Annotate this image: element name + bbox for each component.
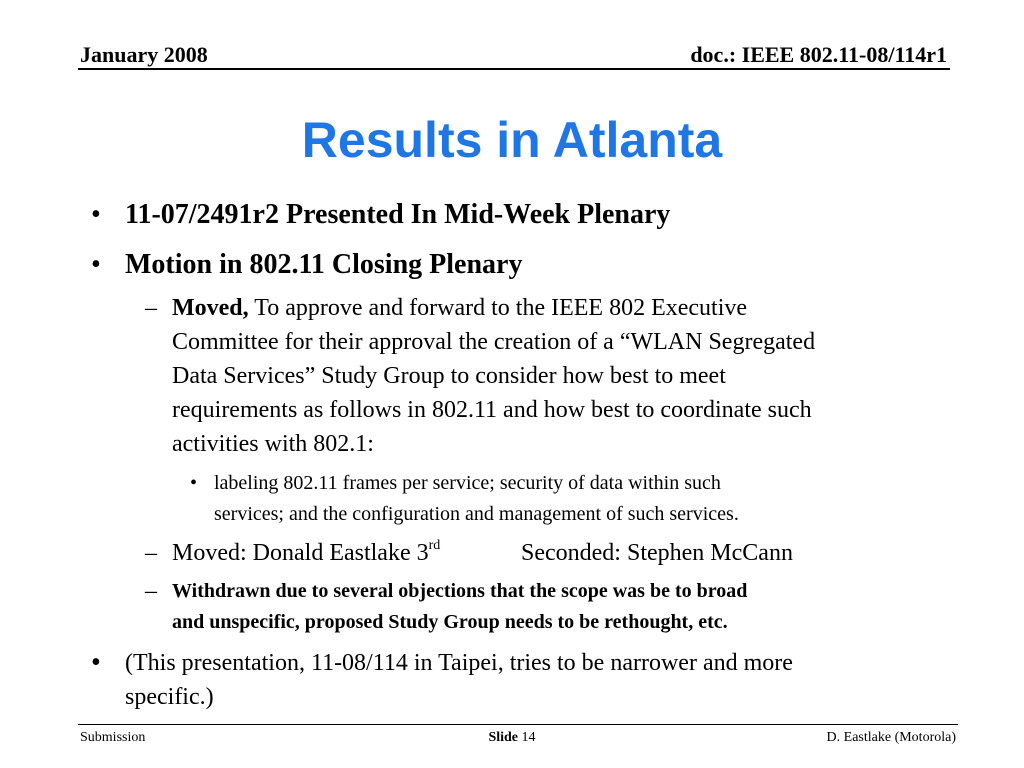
moved-by-text: [172, 536, 440, 570]
slide-number: 14: [521, 730, 536, 745]
sub-bullet-line-1: labeling 802.11 frames per service; security of data within such: [214, 472, 721, 494]
bullet-line-1: (This presentation, 11-08/114 in Taipei, tries to be narrower and more: [125, 650, 793, 676]
mover-suffix: rd: [428, 538, 441, 553]
bullet-text: 11-07/2491r2 Presented In Mid-Week Plenary: [125, 199, 671, 230]
motion-block: [0, 291, 1024, 471]
seconded-text: Seconded: Stephen McCann: [521, 540, 793, 566]
motion-line-1: [172, 291, 747, 325]
slide-title: Results in Atlanta: [301, 112, 723, 168]
moved-by-item: [0, 536, 1024, 570]
bullet-marker: •: [91, 647, 101, 678]
bullet-marker: •: [91, 199, 101, 230]
dash-marker: –: [145, 295, 157, 321]
footer-author: D. Eastlake (Motorola): [826, 730, 956, 745]
footer-submission: Submission: [80, 730, 146, 745]
bullet-line-2: specific.): [125, 684, 214, 710]
motion-text-1: To approve and forward to the IEEE 802 Executive: [254, 295, 748, 321]
dash-marker: –: [145, 540, 157, 566]
sub-bullet-line-2: services; and the configuration and management of such services.: [214, 503, 739, 525]
motion-line-5: activities with 802.1:: [172, 431, 374, 457]
withdrawn-item: [0, 576, 1024, 640]
header-doc-id: doc.: IEEE 802.11-08/114r1: [690, 42, 947, 67]
sub-bullet-marker: •: [190, 472, 198, 494]
header-divider: [78, 68, 950, 70]
motion-line-2: Committee for their approval the creation of a “WLAN Segregated: [172, 329, 816, 355]
slide-label: Slide: [488, 730, 519, 745]
sub-bullet-item: [0, 468, 1024, 532]
bullet-text: Motion in 802.11 Closing Plenary: [125, 249, 523, 280]
motion-line-3: Data Services” Study Group to consider how best to meet: [172, 363, 726, 389]
withdrawn-line-2: and unspecific, proposed Study Group needs to be rethought, etc.: [172, 611, 728, 633]
bullet-item-presentation: [0, 646, 1024, 718]
withdrawn-line-1: Withdrawn due to several objections that the scope was be to broad: [172, 580, 748, 602]
dash-marker: –: [145, 578, 157, 604]
header-date: January 2008: [80, 42, 208, 67]
footer-divider: [78, 724, 958, 725]
motion-line-4: requirements as follows in 802.11 and how best to coordinate such: [172, 397, 812, 423]
bullet-marker: •: [91, 249, 101, 280]
mover-name: Moved: Donald Eastlake 3: [172, 540, 429, 566]
moved-label: Moved,: [172, 295, 249, 321]
